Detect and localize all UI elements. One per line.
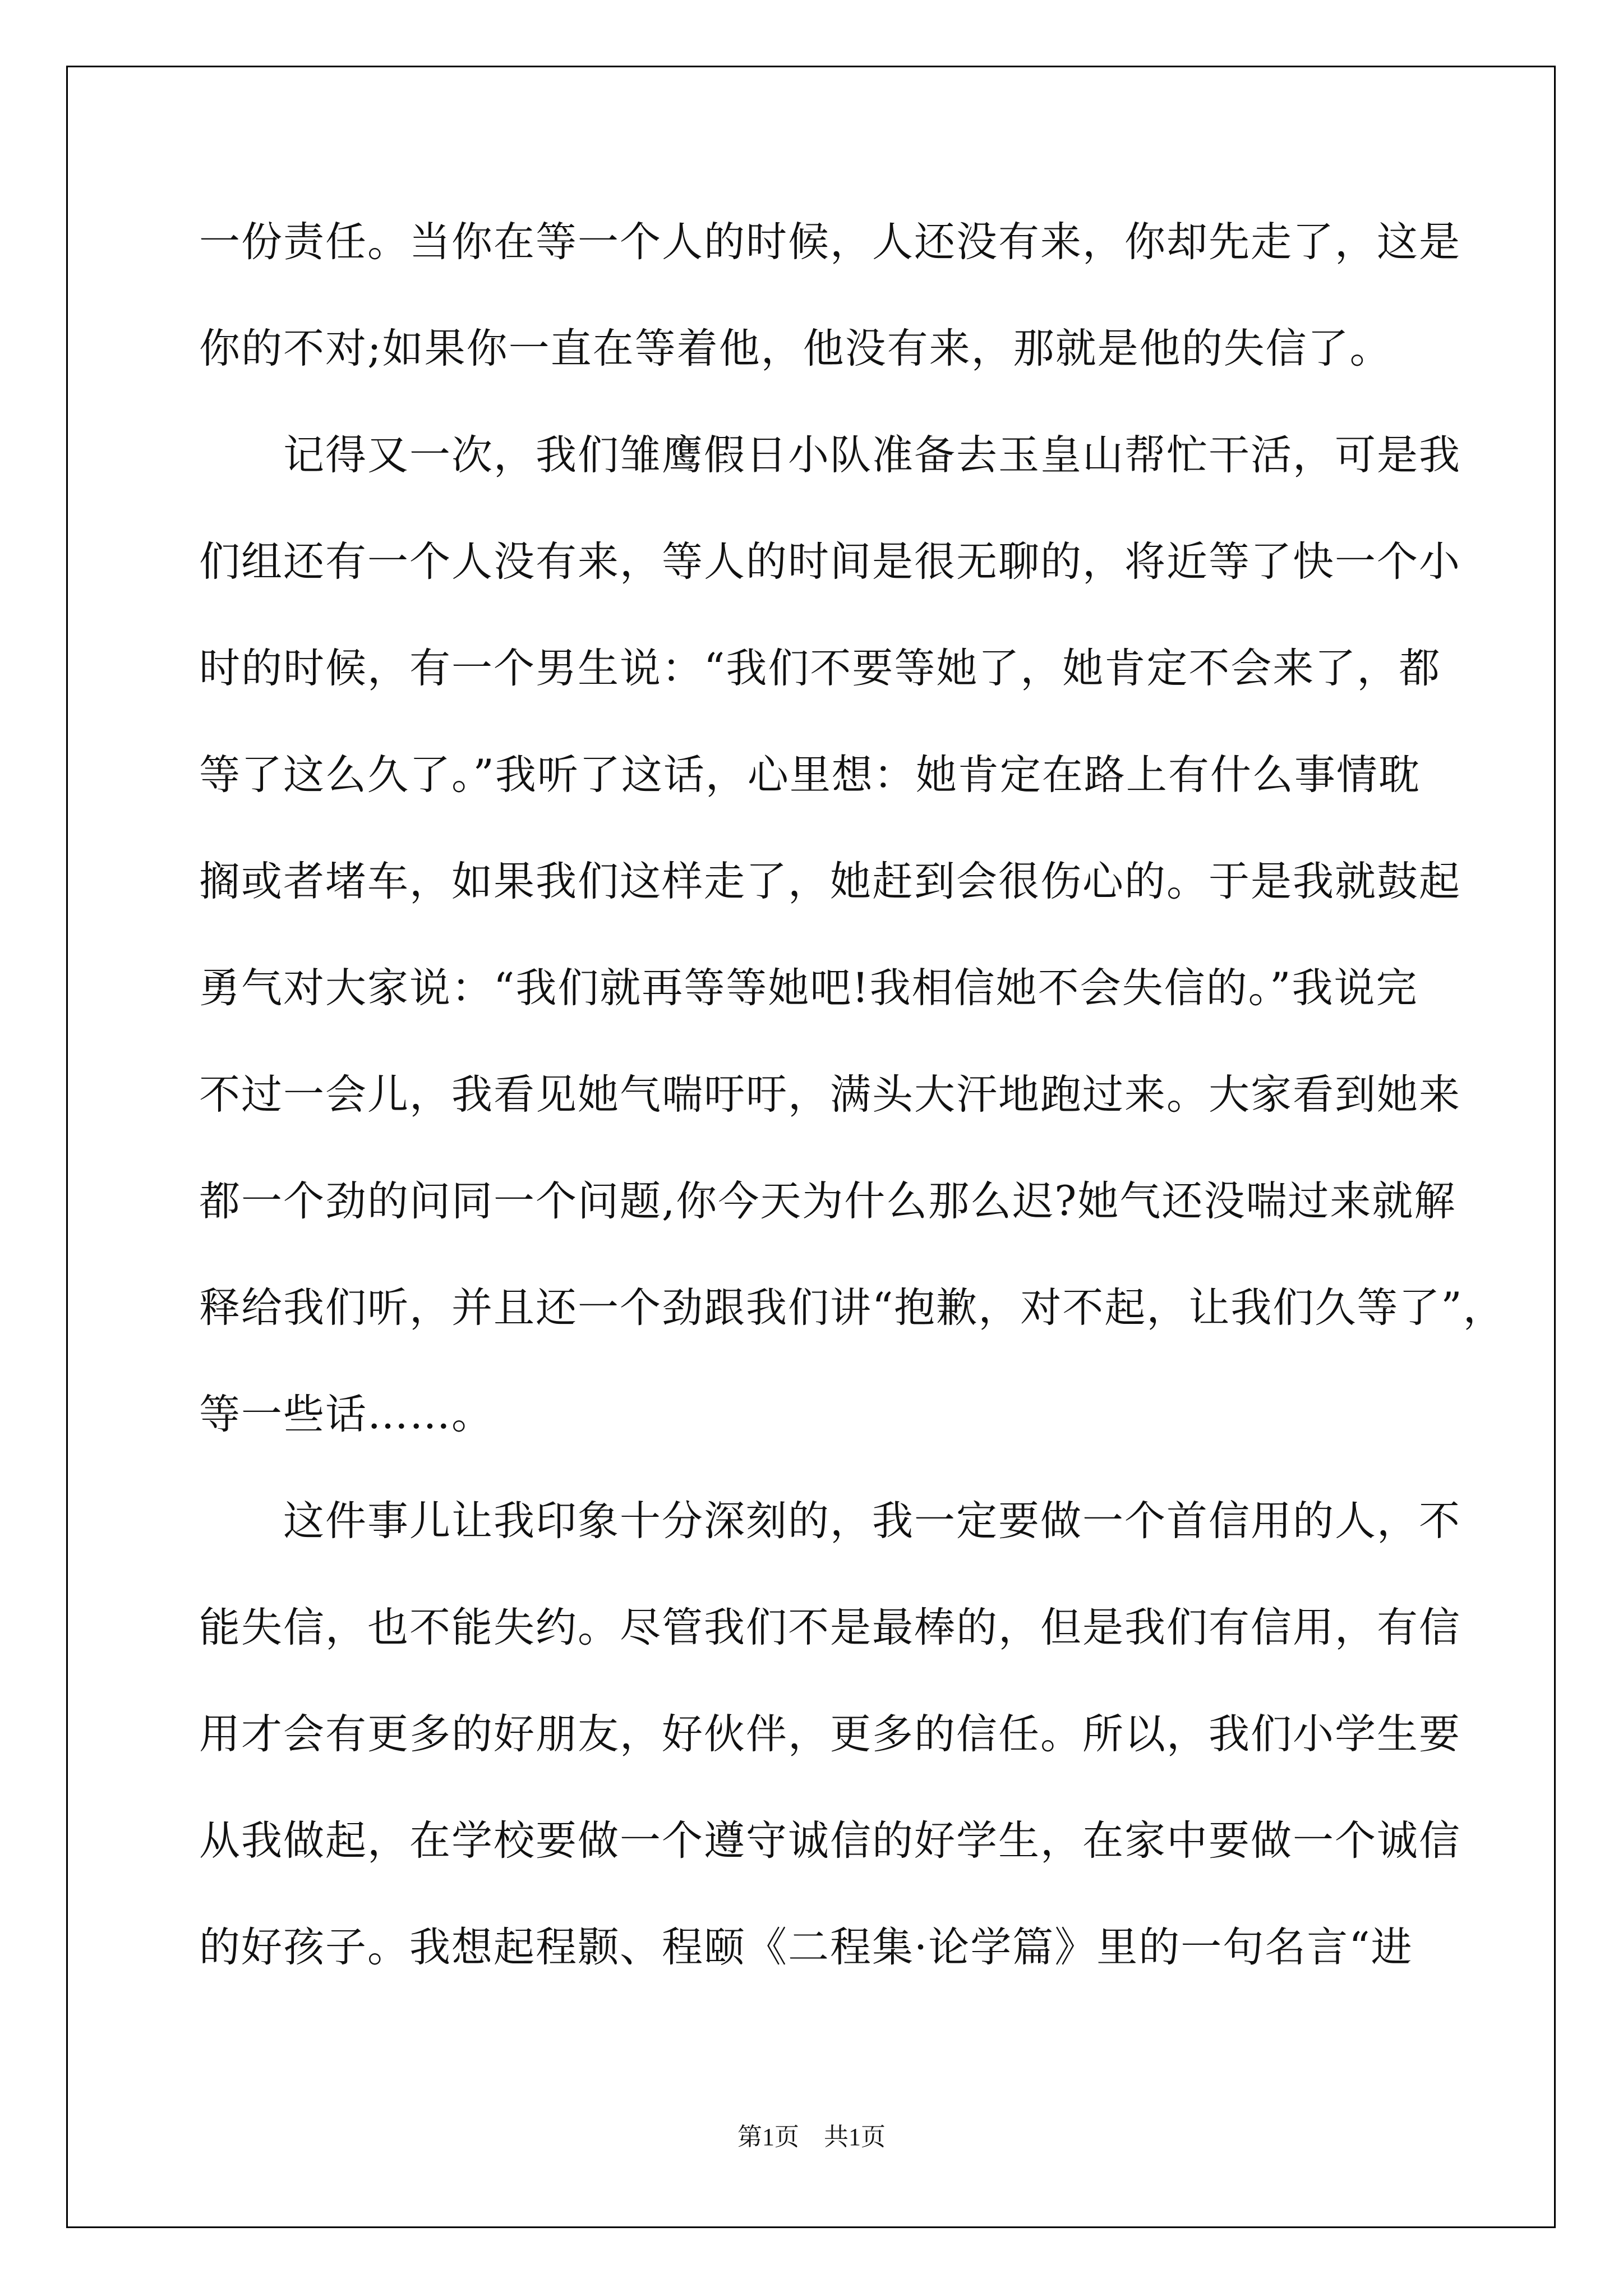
text-line: 都一个劲的问同一个问题,你今天为什么那么迟?她气还没喘过来就解: [199, 1177, 1456, 1225]
text-line: 搁或者堵车，如果我们这样走了，她赶到会很伤心的。于是我就鼓起: [199, 858, 1461, 905]
text-line: 释给我们听，并且还一个劲跟我们讲“抱歉，对不起，让我们久等了”，: [199, 1284, 1505, 1332]
text-line: 的好孩子。我想起程颢、程颐《二程集·论学篇》里的一句名言“进: [199, 1924, 1413, 1971]
text-line: 这件事儿让我印象十分深刻的，我一定要做一个首信用的人，不: [199, 1497, 1461, 1545]
text-line: 记得又一次，我们雏鹰假日小队准备去玉皇山帮忙干活，可是我: [199, 431, 1461, 479]
text-line: 等一些话……。: [199, 1391, 494, 1438]
text-line: 不过一会儿，我看见她气喘吁吁，满头大汗地跑过来。大家看到她来: [199, 1071, 1461, 1119]
page-border: [66, 66, 1556, 2228]
text-line: 时的时候，有一个男生说：“我们不要等她了，她肯定不会来了，都: [199, 645, 1441, 692]
page-footer: 第1页 共1页: [737, 2123, 886, 2151]
text-line: 从我做起，在学校要做一个遵守诚信的好学生，在家中要做一个诚信: [199, 1817, 1461, 1865]
text-line: 能失信，也不能失约。尽管我们不是最棒的，但是我们有信用，有信: [199, 1604, 1461, 1651]
text-line: 们组还有一个人没有来，等人的时间是很无聊的，将近等了快一个小: [199, 538, 1461, 586]
text-line: 勇气对大家说：“我们就再等等她吧!我相信她不会失信的。”我说完: [199, 964, 1418, 1012]
text-line: 等了这么久了。”我听了这话，心里想：她肯定在路上有什么事情耽: [199, 751, 1421, 799]
text-line: 用才会有更多的好朋友，好伙伴，更多的信任。所以，我们小学生要: [199, 1710, 1461, 1758]
text-line: 你的不对;如果你一直在等着他，他没有来，那就是他的失信了。: [199, 325, 1392, 372]
text-line: 一份责任。当你在等一个人的时候，人还没有来，你却先走了，这是: [199, 218, 1461, 266]
